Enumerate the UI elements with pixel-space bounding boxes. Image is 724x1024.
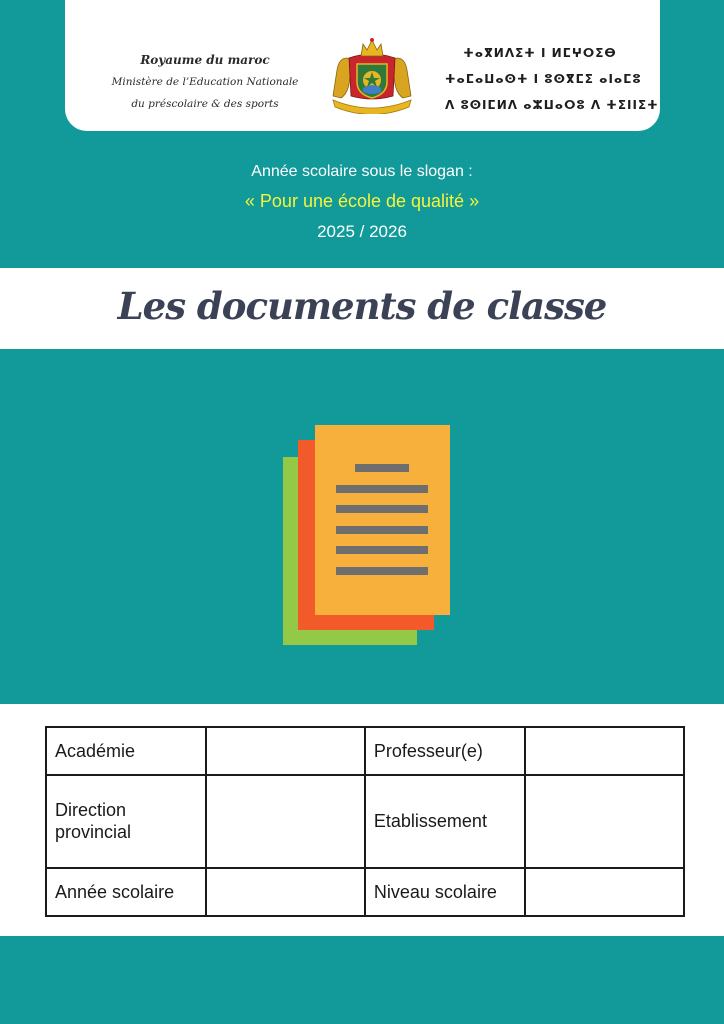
table-row xyxy=(46,868,684,916)
royal-coat-of-arms-icon xyxy=(327,36,417,114)
professeur-label: Professeur(e) xyxy=(365,727,525,775)
ministry-label: Ministère de l’Education Nationale xyxy=(111,76,299,88)
tifinagh-line-3: ⴷ ⵓⵙⵏⵎⵍⴷ ⴰⵣⵡⴰⵔⵓ ⴷ ⵜⵉⵏⵏⵉⵜ xyxy=(445,98,659,112)
kingdom-label: Royaume du maroc xyxy=(140,53,270,67)
annee-scolaire-label: Année scolaire xyxy=(46,868,206,916)
table-row xyxy=(46,727,684,775)
table-row xyxy=(46,775,684,867)
professeur-field[interactable] xyxy=(525,727,684,775)
niveau-scolaire-label: Niveau scolaire xyxy=(365,868,525,916)
slogan-block xyxy=(0,158,724,248)
tifinagh-line-2: ⵜⴰⵎⴰⵡⴰⵙⵜ ⵏ ⵓⵙⴳⵎⵉ ⴰⵏⴰⵎⵓ xyxy=(445,72,642,86)
ministry-french-text xyxy=(100,50,310,114)
slogan-quote: « Pour une école de qualité » xyxy=(244,191,480,211)
page-title: Les documents de classe xyxy=(117,284,607,328)
niveau-scolaire-field[interactable] xyxy=(525,868,684,916)
orange-sheet xyxy=(315,425,450,615)
annee-scolaire-field[interactable] xyxy=(206,868,365,916)
academie-field[interactable] xyxy=(206,727,365,775)
direction-provincial-label: Direction provincial xyxy=(46,775,206,867)
tifinagh-line-1: ⵜⴰⴳⵍⴷⵉⵜ ⵏ ⵍⵎⵖⵔⵉⴱ xyxy=(463,46,617,60)
ministry-sub-label: du préscolaire & des sports xyxy=(131,98,279,110)
etablissement-label: Etablissement xyxy=(365,775,525,867)
bottom-teal-band xyxy=(0,936,724,1024)
stacked-documents-icon xyxy=(280,422,455,650)
etablissement-field[interactable] xyxy=(525,775,684,867)
direction-provincial-field[interactable] xyxy=(206,775,365,867)
ministry-tifinagh-text xyxy=(445,40,659,118)
class-info-table xyxy=(45,726,685,917)
slogan-intro: Année scolaire sous le slogan : xyxy=(251,163,473,180)
school-year: 2025 / 2026 xyxy=(317,222,407,241)
academie-label: Académie xyxy=(46,727,206,775)
